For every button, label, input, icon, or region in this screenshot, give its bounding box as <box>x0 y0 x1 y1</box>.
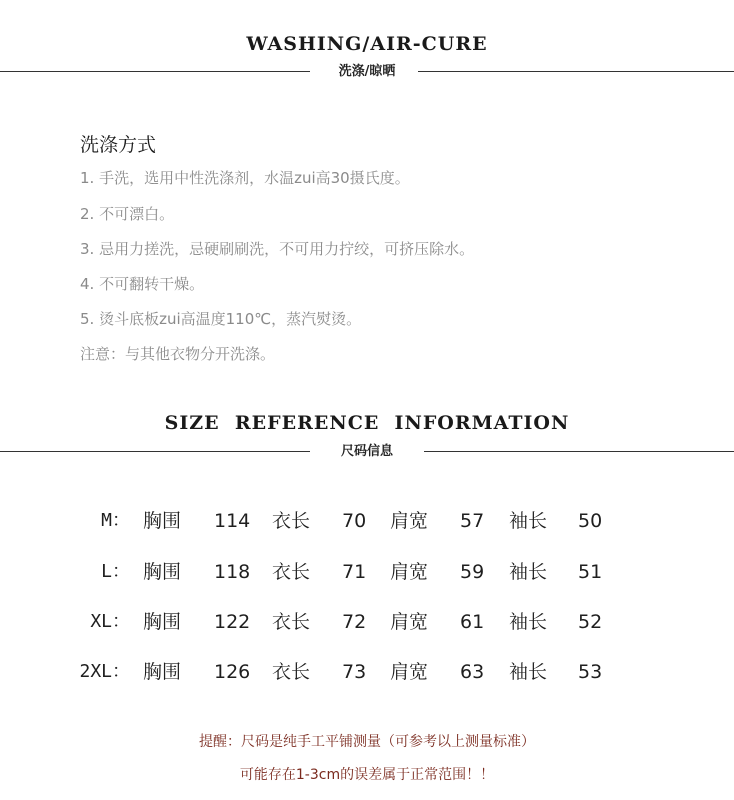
care-heading: 洗涤方式 <box>80 134 157 156</box>
care-item: 5. 烫斗底板zui高温度110℃，蒸汽熨烫。 <box>80 310 362 328</box>
length-value: 71 <box>342 561 367 583</box>
shoulder-label: 肩宽 <box>390 611 429 633</box>
care-item: 4. 不可翻转干燥。 <box>80 275 205 293</box>
sleeve-label: 袖长 <box>509 561 548 583</box>
washing-subtitle: 洗涤/晾晒 <box>338 64 396 79</box>
care-item: 1. 手洗，选用中性洗涤剂，水温zui高30摄氏度。 <box>80 169 410 187</box>
sleeve-value: 52 <box>578 611 603 633</box>
care-item: 3. 忌用力搓洗，忌硬刷刷洗，不可用力拧绞，可挤压除水。 <box>80 240 475 258</box>
length-label: 衣长 <box>272 611 311 633</box>
length-value: 72 <box>342 611 367 633</box>
chest-value: 126 <box>214 661 251 683</box>
shoulder-label: 肩宽 <box>390 510 429 532</box>
chest-value: 114 <box>214 510 251 532</box>
care-note: 注意：与其他衣物分开洗涤。 <box>80 345 276 363</box>
length-label: 衣长 <box>272 510 311 532</box>
chest-label: 胸围 <box>143 561 182 583</box>
washing-divider <box>0 62 734 82</box>
shoulder-label: 肩宽 <box>390 661 429 683</box>
shoulder-value: 63 <box>460 661 485 683</box>
chest-value: 118 <box>214 561 251 583</box>
size-label: 2XL： <box>79 661 130 682</box>
size-row <box>0 607 734 637</box>
divider-line-right <box>424 451 734 452</box>
shoulder-label: 肩宽 <box>390 561 429 583</box>
sleeve-value: 50 <box>578 510 603 532</box>
tolerance-note: 可能存在1-3cm的误差属于正常范围！！ <box>239 767 495 783</box>
shoulder-value: 59 <box>460 561 485 583</box>
size-label: XL： <box>90 611 130 632</box>
size-label: L： <box>101 561 130 582</box>
size-row <box>0 557 734 587</box>
length-label: 衣长 <box>272 661 311 683</box>
chest-label: 胸围 <box>143 510 182 532</box>
chest-label: 胸围 <box>143 661 182 683</box>
size-subtitle: 尺码信息 <box>340 444 393 459</box>
sleeve-label: 袖长 <box>509 611 548 633</box>
sleeve-label: 袖长 <box>509 661 548 683</box>
size-title: SIZE REFERENCE INFORMATION <box>164 412 570 434</box>
sleeve-label: 袖长 <box>509 510 548 532</box>
length-label: 衣长 <box>272 561 311 583</box>
size-row <box>0 506 734 536</box>
size-label: M： <box>101 510 130 531</box>
sleeve-value: 51 <box>578 561 603 583</box>
shoulder-value: 61 <box>460 611 485 633</box>
chest-label: 胸围 <box>143 611 182 633</box>
length-value: 70 <box>342 510 367 532</box>
chest-value: 122 <box>214 611 251 633</box>
length-value: 73 <box>342 661 367 683</box>
care-item: 2. 不可漂白。 <box>80 205 175 223</box>
divider-line-right <box>418 71 734 72</box>
size-divider <box>0 442 734 462</box>
shoulder-value: 57 <box>460 510 485 532</box>
measurement-note: 提醒：尺码是纯手工平铺测量（可参考以上测量标准） <box>199 734 535 750</box>
size-row <box>0 657 734 687</box>
sleeve-value: 53 <box>578 661 603 683</box>
washing-title: WASHING/AIR-CURE <box>246 33 488 55</box>
